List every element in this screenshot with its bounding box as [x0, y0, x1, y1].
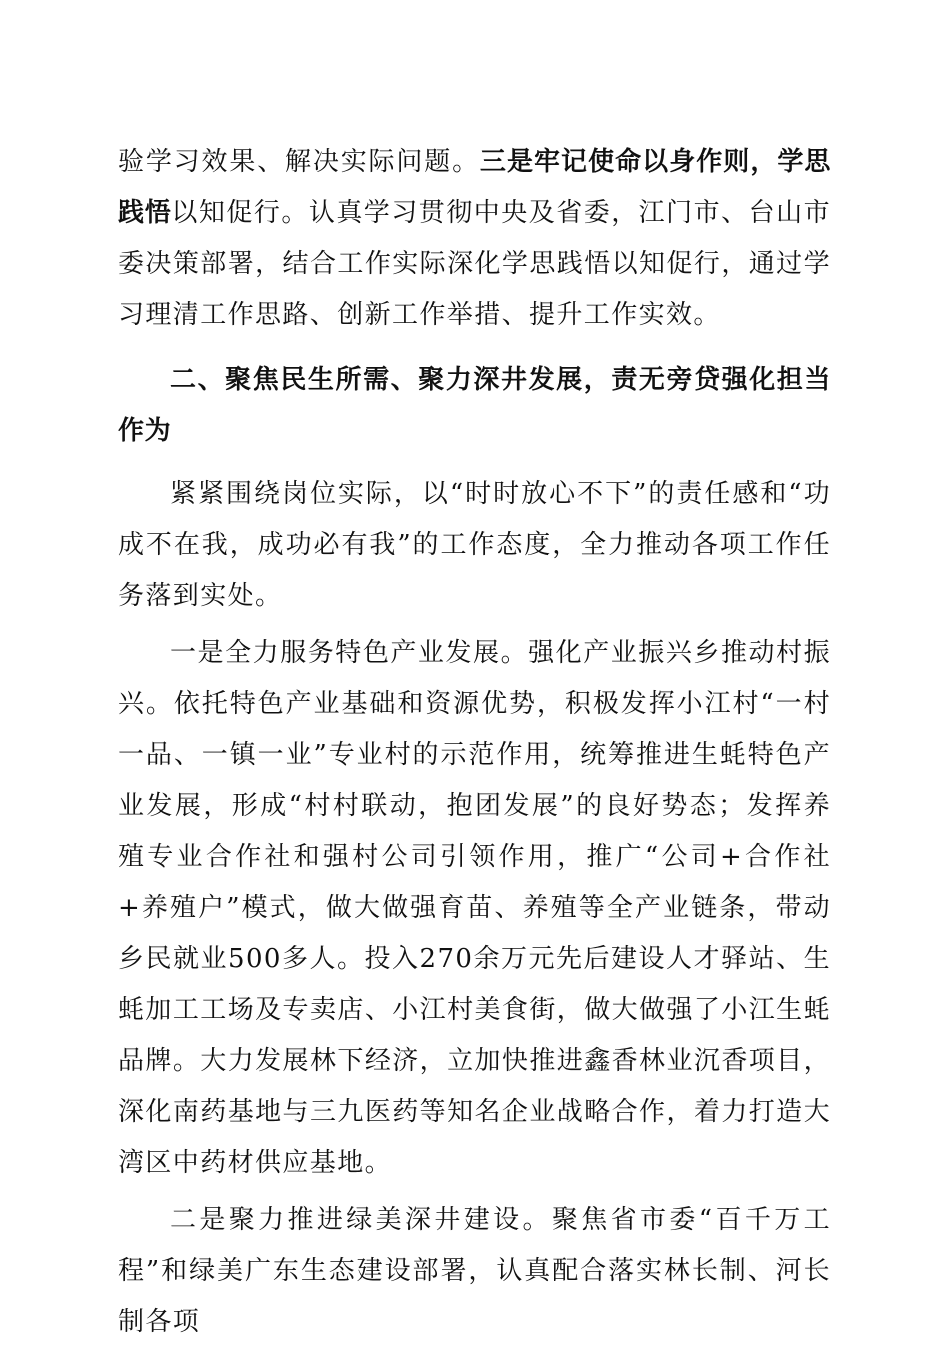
paragraph: 一是全力服务特色产业发展。强化产业振兴乡推动村振兴。依托特色产业基础和资源优势，积极发挥小江村“一村一品、一镇一业”专业村的示范作用，统筹推进生蚝特色产业发展，形成“村村联动，抱团发展”的良好势态；发挥养殖专业合作社和强村公司引领作用，推广“公司+合作社+养殖户”模式，做大做强育苗、养殖等全产业链条，带动乡民就业500多人。投入270余万元先后建设人才驿站、生蚝加工工场及专卖店、小江村美食街，做大做强了小江生蚝品牌。大力发展林下经济，立加快推进鑫香林业沉香项目，深化南药基地与三九医药等知名企业战略合作，着力打造大湾区中药材供应基地。 [118, 638, 831, 1178]
paragraph: 二是聚力推进绿美深井建设。聚焦省市委“百千万工程”和绿美广东生态建设部署，认真配合落实林长制、河长制各项 [118, 1205, 831, 1337]
paragraph: 紧紧围绕岗位实际，以“时时放心不下”的责任感和“功成不在我，成功必有我”的工作态度，全力推动各项工作任务落到实处。 [118, 479, 831, 611]
paragraph-text-emphasis: 三是牢记使命以身作则，学思践悟 [118, 147, 831, 228]
section-heading: 二、聚焦民生所需、聚力深井发展，责无旁贷强化担当作为 [118, 365, 831, 446]
paragraph-text-plain: 验学习效果、解决实际问题。 [118, 147, 480, 177]
document-body [118, 137, 831, 1348]
paragraph-continuation [118, 137, 831, 341]
paragraph-text-plain: 以知促行。认真学习贯彻中央及省委，江门市、台山市委决策部署，结合工作实际深化学思践悟以知促行，通过学习理清工作思路、创新工作举措、提升工作实效。 [118, 198, 832, 330]
